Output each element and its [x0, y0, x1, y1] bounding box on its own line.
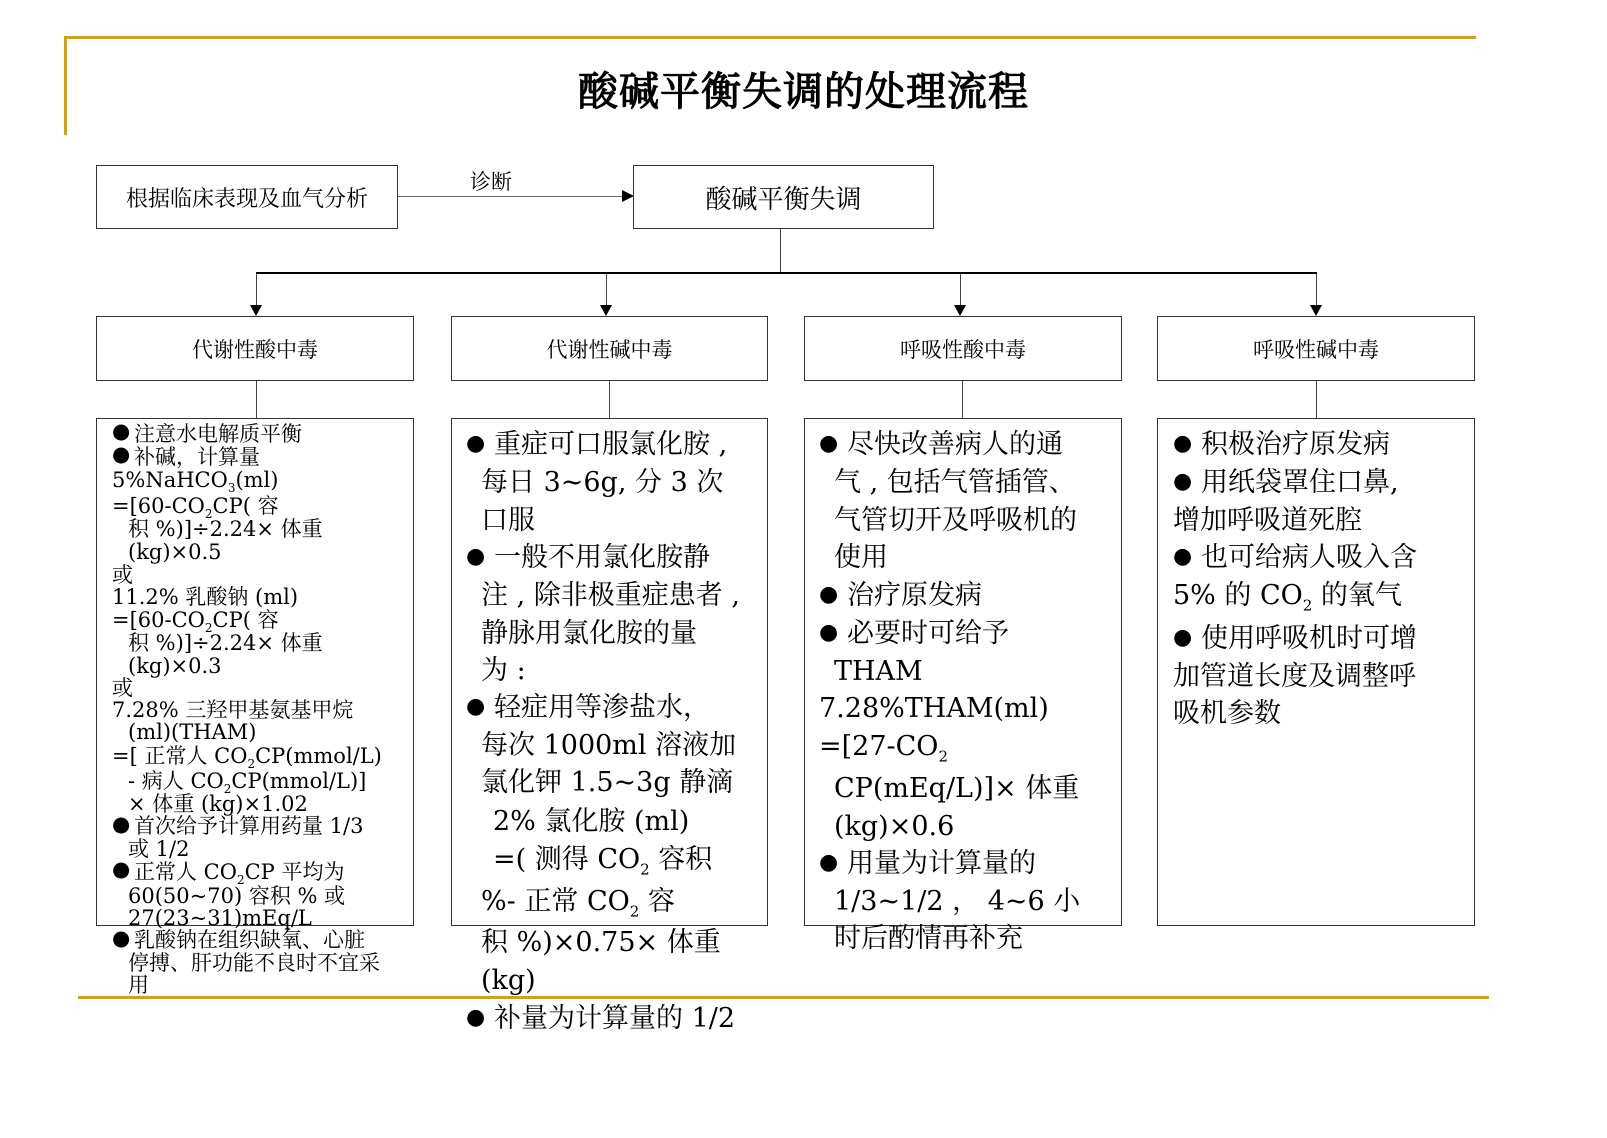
bullet-icon: ● — [112, 419, 131, 443]
category-label: 呼吸性酸中毒 — [900, 337, 1026, 362]
col1-line: 11.2% 乳酸钠 (ml) — [112, 585, 299, 609]
col4-line: 5% 的 $CO_2$ 的氧气 — [1173, 580, 1402, 615]
acid-base-imbalance-box — [633, 165, 934, 229]
col3-line: 气 , 包括气管插管、 — [834, 467, 1076, 498]
col2-line: 每日 3~6g, 分 3 次 — [481, 467, 724, 498]
col1-line: 积 %)]÷2.24× 体重 — [128, 631, 323, 655]
category-label: 呼吸性碱中毒 — [1253, 337, 1379, 362]
page-title: 酸碱平衡失调的处理流程 — [578, 69, 1029, 115]
branch-connector — [256, 272, 1317, 274]
col1-line: - 病人 $CO_2CP(mmol/L)$] — [128, 769, 367, 797]
bullet-icon: ● — [1173, 544, 1193, 569]
col1-line: 或 — [112, 563, 133, 587]
branch-drop-2 — [606, 274, 607, 306]
col2-line: 一般不用氯化胺静 — [494, 542, 710, 573]
category-box-respiratory-alkalosis — [1157, 316, 1475, 381]
col3-line: THAM — [834, 656, 923, 687]
diagnosis-arrow-line — [398, 196, 624, 197]
col3-line: 使用 — [834, 542, 888, 573]
col1-line: 60(50~70) 容积 % 或 — [128, 884, 346, 908]
col2-line: 积 %)×0.75× 体重 — [481, 927, 721, 958]
col3-line: 尽快改善病人的通 — [847, 429, 1063, 460]
category-connector-4 — [1316, 381, 1317, 418]
col2-line: 口服 — [481, 505, 535, 536]
col1-line: (kg)×0.5 — [128, 540, 222, 564]
col2-line: 氯化钾 1.5~3g 静滴 — [481, 767, 734, 798]
clinical-analysis-label: 根据临床表现及血气分析 — [125, 186, 368, 212]
col1-line: 注意水电解质平衡 — [134, 422, 302, 446]
col1-line: 27(23~31)mEq/L — [128, 906, 312, 930]
col2-line: 重症可口服氯化胺 , — [494, 429, 728, 460]
col2-line: 为 : — [481, 655, 526, 686]
col3-line: 必要时可给予 — [847, 618, 1009, 649]
col1-line: 或 — [112, 676, 133, 700]
col1-line: 7.28% 三羟甲基氨基甲烷 — [112, 698, 354, 722]
bullet-icon: ● — [112, 857, 131, 881]
col2-line: %- 正常 $CO_2$ 容 — [481, 886, 675, 921]
col1-line: 或 1/2 — [128, 837, 190, 861]
col4-line: 加管道长度及调整呼 — [1173, 661, 1416, 692]
col1-line: × 体重 (kg)×1.02 — [128, 792, 308, 816]
col3-line: 时后酌情再补充 — [834, 923, 1023, 954]
col1-line: 乳酸钠在组织缺氧、心脏 — [134, 928, 365, 952]
arrow-head-3 — [954, 305, 966, 316]
branch-drop-4 — [1316, 274, 1317, 306]
category-box-metabolic-acidosis — [96, 316, 414, 381]
col2-line: 轻症用等渗盐水， — [494, 692, 710, 723]
col4-line: 增加呼吸道死腔 — [1173, 505, 1362, 536]
col2-line: =( 测得 $CO_2$ 容积 — [493, 844, 713, 879]
bullet-icon: ● — [466, 694, 486, 719]
category-box-metabolic-alkalosis — [451, 316, 768, 381]
arrow-head-4 — [1310, 305, 1322, 316]
bullet-icon: ● — [1173, 625, 1193, 650]
col1-line: (ml)(THAM) — [128, 720, 257, 744]
arrow-head-2 — [600, 305, 612, 316]
top-gold-rule — [64, 36, 1476, 39]
col3-line: CP(mEq/L)]× 体重 — [834, 773, 1080, 804]
bullet-icon: ● — [466, 544, 486, 569]
col2-line: (kg) — [481, 965, 536, 996]
col1-line: $=[60-CO_2CP$( 容 — [112, 608, 279, 636]
bullet-icon: ● — [466, 1005, 486, 1030]
bullet-icon: ● — [819, 620, 839, 645]
col3-line: 气管切开及呼吸机的 — [834, 505, 1077, 536]
category-label: 代谢性碱中毒 — [546, 337, 673, 362]
category-box-respiratory-acidosis — [804, 316, 1122, 381]
col3-line: (kg)×0.6 — [834, 811, 955, 842]
col3-line: 用量为计算量的 — [847, 848, 1036, 879]
col2-line: 每次 1000ml 溶液加 — [481, 730, 737, 761]
col1-line: 积 %)]÷2.24× 体重 — [128, 517, 323, 541]
bullet-icon: ● — [112, 812, 131, 836]
acid-base-imbalance-label: 酸碱平衡失调 — [705, 184, 862, 215]
col1-line: 首次给予计算用药量 1/3 — [134, 814, 364, 838]
branch-drop-3 — [960, 274, 961, 306]
col4-line: 使用呼吸机时可增 — [1201, 623, 1417, 654]
col3-line: 治疗原发病 — [847, 580, 982, 611]
category-label: 代谢性酸中毒 — [192, 337, 318, 362]
col2-line: 静脉用氯化胺的量 — [481, 618, 697, 649]
diagnosis-label: 诊断 — [470, 170, 512, 194]
bottom-gold-rule — [78, 996, 1489, 999]
col1-line: 5%NaHCO$_3$(ml) — [112, 468, 279, 496]
col1-line: (kg)×0.3 — [128, 654, 222, 678]
center-down-connector — [780, 229, 781, 273]
col2-line: 注 , 除非极重症患者 , — [481, 580, 740, 611]
col4-line: 用纸袋罩住口鼻, — [1201, 467, 1399, 498]
col2-line: 2% 氯化胺 (ml) — [493, 806, 690, 837]
col1-line: 用 — [128, 973, 149, 997]
bullet-icon: ● — [1173, 431, 1193, 456]
bullet-icon: ● — [112, 442, 131, 466]
col4-line: 也可给病人吸入含 — [1201, 542, 1417, 573]
col1-line: 停搏、肝功能不良时不宜采 — [128, 951, 380, 975]
col3-line: 1/3~1/2 ， 4~6 小 — [834, 886, 1081, 917]
bullet-icon: ● — [819, 850, 839, 875]
bullet-icon: ● — [819, 582, 839, 607]
category-connector-3 — [962, 381, 963, 418]
col3-line: 7.28%THAM(ml) — [819, 693, 1049, 724]
bullet-icon: ● — [112, 926, 131, 950]
col4-line: 吸机参数 — [1173, 698, 1281, 729]
col4-line: 积极治疗原发病 — [1201, 429, 1390, 460]
category-connector-1 — [256, 381, 257, 418]
col2-line: 补量为计算量的 1/2 — [494, 1003, 736, 1034]
bullet-icon: ● — [466, 431, 486, 456]
col3-line: $=[27-CO_2$ — [819, 731, 948, 766]
col1-line: 正常人 $CO_2CP$ 平均为 — [134, 860, 345, 888]
category-connector-2 — [609, 381, 610, 418]
col1-line: =[ 正常人 $CO_2CP(mmol/L)$ — [112, 744, 382, 772]
bullet-icon: ● — [1173, 469, 1193, 494]
col1-line: $=[60-CO_2CP$( 容 — [112, 494, 279, 522]
bullet-icon: ● — [819, 431, 839, 456]
arrow-head-1 — [250, 305, 262, 316]
branch-drop-1 — [256, 274, 257, 306]
clinical-analysis-box — [96, 165, 398, 229]
col1-line: 补碱，计算量 — [134, 445, 260, 469]
